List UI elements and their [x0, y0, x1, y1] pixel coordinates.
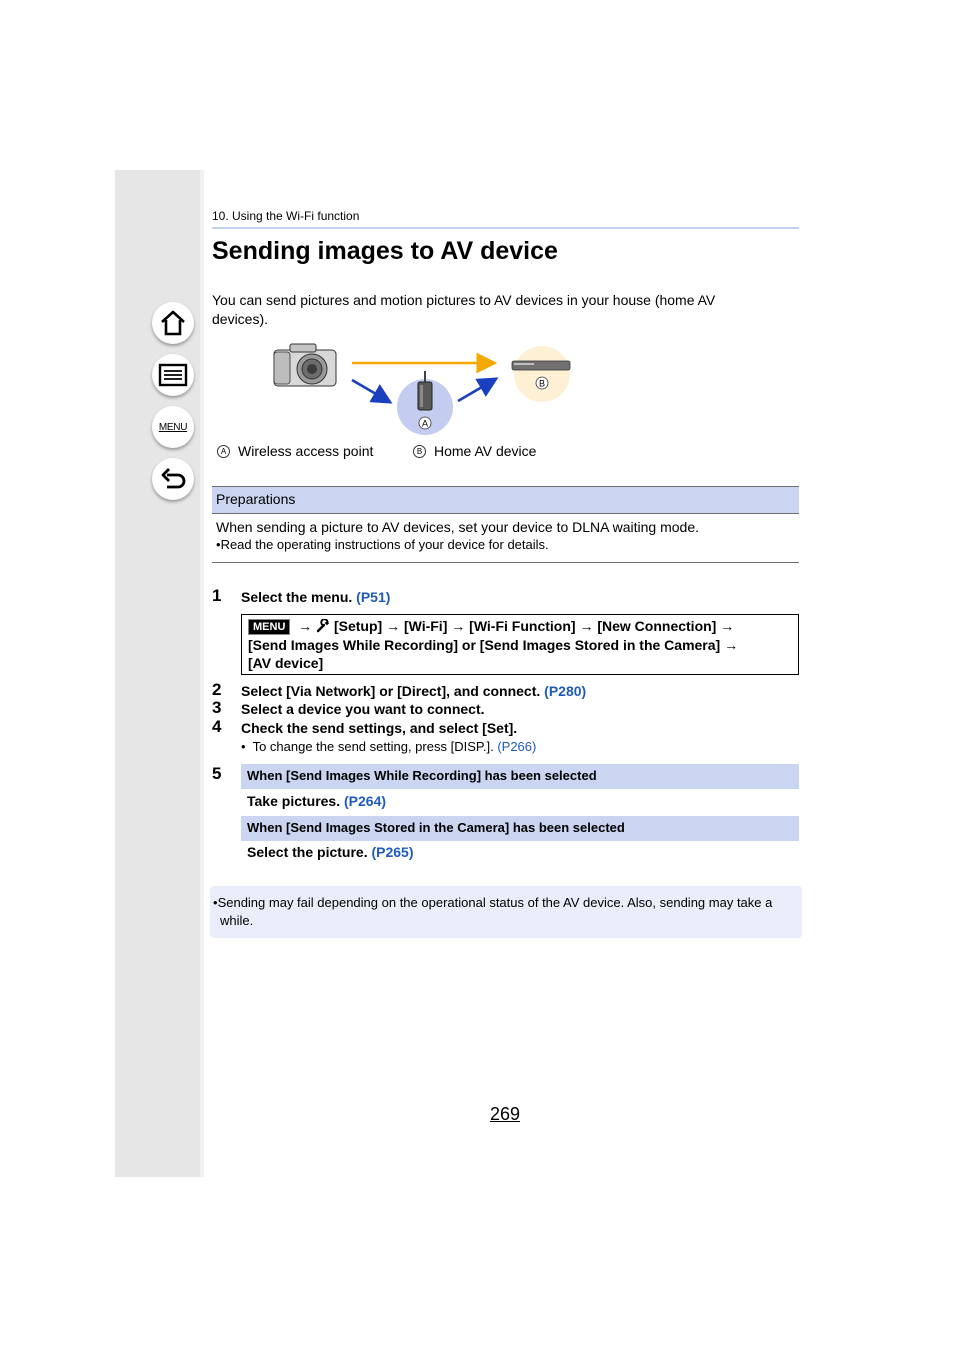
svg-text:A: A	[421, 418, 429, 429]
marker-b	[536, 377, 548, 389]
menu-icon: MENU	[158, 421, 188, 433]
sidebar-edge	[200, 170, 204, 1177]
step-2-number: 2	[212, 680, 222, 699]
step-5-case-a-text	[247, 793, 386, 809]
notice-body: Sending may fail depending on the operational status of the AV device. Also, sending may take a while.	[217, 895, 773, 928]
legend-b	[413, 443, 536, 459]
step-2-link[interactable]: (P280)	[544, 683, 587, 699]
intro-text: You can send pictures and motion pictures to AV devices in your house (home AV devices).	[212, 292, 716, 327]
preparations-text: When sending a picture to AV devices, set your device to DLNA waiting mode.	[216, 519, 699, 535]
step-5-case-b-text	[247, 844, 414, 860]
menu-send-images: [Send Images While Recording] or [Send Images Stored in the Camera]	[248, 636, 721, 653]
notice-box	[210, 886, 802, 938]
legend-a	[217, 443, 373, 459]
wrench-icon	[316, 619, 330, 633]
arrow: →	[451, 618, 466, 634]
svg-text:B: B	[538, 378, 546, 389]
arrow-camera-to-ap	[352, 380, 388, 401]
back-arrow-icon	[159, 466, 187, 492]
step-4-note	[241, 739, 536, 754]
step-4-note-text: To change the send setting, press [DISP.].	[252, 739, 494, 754]
marker-b-label: B	[413, 445, 426, 458]
contents-button[interactable]	[152, 354, 194, 396]
list-icon	[158, 363, 188, 387]
menu-setup: [Setup]	[333, 618, 383, 634]
menu-new-connection: [New Connection]	[597, 618, 717, 634]
menu-button[interactable]	[152, 406, 194, 448]
menu-wifi-function: [Wi-Fi Function]	[469, 618, 576, 634]
home-icon	[159, 309, 187, 337]
marker-a-label: A	[217, 445, 230, 458]
arrow: →	[386, 618, 401, 634]
arrow: →	[579, 618, 594, 634]
step-5-case-b-link[interactable]: (P265)	[371, 844, 414, 860]
arrow: →	[720, 618, 735, 634]
arrow: →	[724, 636, 739, 653]
preparations-body	[216, 518, 796, 554]
step-5-case-b-heading: When [Send Images Stored in the Camera] has been selected	[241, 816, 799, 841]
legend-a-text: Wireless access point	[238, 443, 374, 459]
av-device-icon	[512, 346, 570, 402]
notice-text	[213, 894, 798, 930]
step-5-case-a-link[interactable]: (P264)	[344, 793, 387, 809]
step-2-text	[241, 683, 586, 699]
step-1-text	[241, 589, 390, 605]
step-1-link[interactable]: (P51)	[356, 589, 391, 605]
step-5-case-b-label: Select the picture.	[247, 844, 368, 860]
legend-b-text: Home AV device	[434, 443, 537, 459]
header-rule	[212, 227, 799, 229]
bullet: •	[241, 739, 246, 754]
page-number: 269	[490, 1104, 521, 1124]
step-2-label: Select [Via Network] or [Direct], and connect.	[241, 683, 541, 699]
preparations-heading: Preparations	[212, 486, 799, 514]
step-4-text: Check the send settings, and select [Set].	[241, 720, 518, 736]
menu-path-box	[241, 614, 799, 675]
step-3-number: 3	[212, 698, 222, 717]
preparations-note	[216, 536, 796, 554]
step-1-label: Select the menu.	[241, 589, 353, 605]
network-diagram	[260, 338, 590, 438]
arrow-ap-to-device	[458, 380, 494, 401]
step-4-number: 4	[212, 717, 222, 736]
marker-a	[419, 417, 431, 429]
arrow: →	[298, 618, 313, 634]
menu-badge: MENU	[248, 619, 290, 635]
breadcrumb: 10. Using the Wi-Fi function	[212, 209, 360, 223]
step-3-text: Select a device you want to connect.	[241, 701, 485, 717]
menu-wifi: [Wi-Fi]	[403, 618, 448, 634]
step-5-case-a-heading: When [Send Images While Recording] has been selected	[241, 764, 799, 789]
step-1-number: 1	[212, 586, 222, 605]
step-5-number: 5	[212, 764, 222, 783]
bullet: •	[213, 895, 218, 910]
step-4-note-link[interactable]: (P266)	[497, 739, 537, 754]
back-button[interactable]	[152, 458, 194, 500]
step-5-case-a-label: Take pictures.	[247, 793, 341, 809]
preparations-note-text: Read the operating instructions of your device for details.	[220, 537, 549, 552]
menu-av-device: [AV device]	[248, 655, 324, 671]
page-title: Sending images to AV device	[212, 237, 558, 265]
preparations-rule	[212, 562, 799, 563]
camera-icon	[274, 344, 336, 386]
bullet: •	[216, 537, 221, 552]
home-button[interactable]	[152, 302, 194, 344]
